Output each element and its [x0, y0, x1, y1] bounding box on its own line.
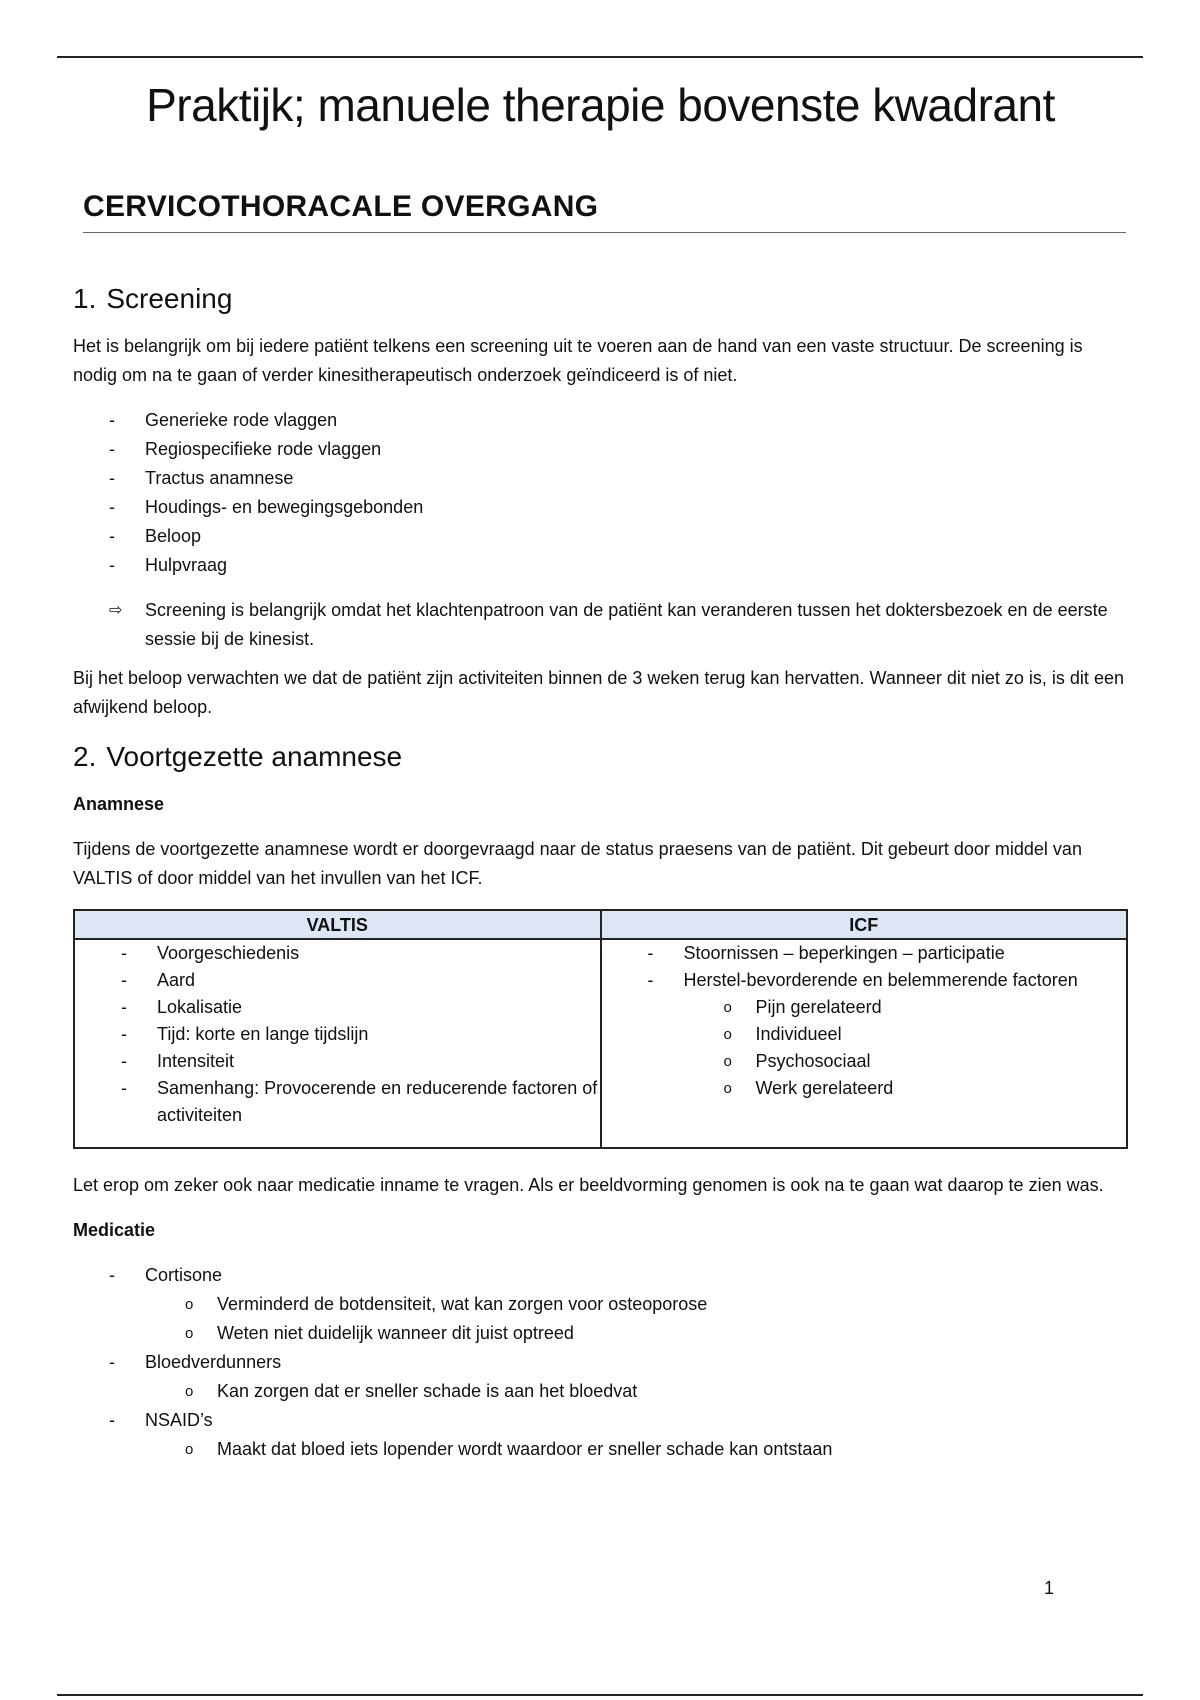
screening-heading: 1. Screening	[73, 283, 233, 314]
icf-cell	[601, 939, 1128, 1148]
medicatie-sublist	[73, 1290, 1128, 1348]
top-rule	[57, 56, 1143, 58]
valtis-icf-table	[73, 909, 1128, 1149]
list-item: - Beloop	[73, 522, 1128, 551]
beloop-note: Bij het beloop verwachten we dat de patiënt zijn activiteiten binnen de 3 weken terug kan hervatten. Wanneer dit niet zo is, is dit een afwijkend beloop.	[73, 668, 1124, 717]
list-item: - Hulpvraag	[73, 551, 1128, 580]
document-title: Praktijk; manuele therapie bovenste kwadrant	[146, 79, 1055, 131]
document-body	[73, 280, 1128, 1464]
medicatie-heading: Medicatie	[73, 1220, 156, 1240]
medication-note: Let erop om zeker ook naar medicatie inname te vragen. Als er beeldvorming genomen is ook na te gaan wat daarop te zien was.	[73, 1175, 1104, 1195]
list-item: - Cortisone	[73, 1261, 1128, 1290]
bottom-rule	[57, 1694, 1143, 1696]
list-item: - Tractus anamnese	[73, 464, 1128, 493]
screening-list	[73, 406, 1128, 580]
medicatie-sublist	[73, 1435, 1128, 1464]
right-arrow-icon: ⇨	[109, 602, 123, 619]
list-item: - Intensiteit	[75, 1048, 600, 1075]
screening-arrow-note: ⇨ Screening is belangrijk omdat het klachtenpatroon van de patiënt kan veranderen tussen het doktersbezoek en de eerste sessie bij de kinesist.	[73, 596, 1128, 654]
medicatie-group	[73, 1348, 1128, 1377]
anamnese-intro: Tijdens de voortgezette anamnese wordt er doorgevraagd naar de status praesens van de patiënt. Dit gebeurt door middel van VALTIS of door middel van het invullen van het ICF.	[73, 839, 1082, 888]
list-item: o Weten niet duidelijk wanneer dit juist optreed	[73, 1319, 1128, 1348]
medicatie-group	[73, 1261, 1128, 1290]
list-item: - Aard	[75, 967, 600, 994]
icf-sublist	[602, 994, 1127, 1102]
section-heading: CERVICOTHORACALE OVERGANG	[83, 190, 1126, 233]
list-item: - Generieke rode vlaggen	[73, 406, 1128, 435]
list-item: o Maakt dat bloed iets lopender wordt waardoor er sneller schade kan ontstaan	[73, 1435, 1128, 1464]
page-number: 1	[1043, 1578, 1054, 1598]
list-item: - Voorgeschiedenis	[75, 940, 600, 967]
list-item: - Bloedverdunners	[73, 1348, 1128, 1377]
medicatie-sublist	[73, 1377, 1128, 1406]
list-item: - Samenhang: Provocerende en reducerende factoren of activiteiten	[75, 1075, 600, 1129]
list-item: - Herstel-bevorderende en belemmerende factoren	[602, 967, 1127, 994]
anamnese-subheading: Anamnese	[73, 794, 165, 814]
list-item: o Individueel	[602, 1021, 1127, 1048]
table-header-valtis: VALTIS	[74, 910, 601, 939]
list-item: o Werk gerelateerd	[602, 1075, 1127, 1102]
list-item: o Psychosociaal	[602, 1048, 1127, 1075]
list-item: - Tijd: korte en lange tijdslijn	[75, 1021, 600, 1048]
list-item: - Houdings- en bewegingsgebonden	[73, 493, 1128, 522]
anamnese-heading: 2. Voortgezette anamnese	[73, 741, 403, 772]
list-item: o Pijn gerelateerd	[602, 994, 1127, 1021]
list-item: - NSAID’s	[73, 1406, 1128, 1435]
list-item: - Stoornissen – beperkingen – participatie	[602, 940, 1127, 967]
list-item: - Regiospecifieke rode vlaggen	[73, 435, 1128, 464]
valtis-list	[75, 940, 600, 1129]
valtis-cell	[74, 939, 601, 1148]
icf-list	[602, 940, 1127, 994]
list-item: o Kan zorgen dat er sneller schade is aan het bloedvat	[73, 1377, 1128, 1406]
medicatie-group	[73, 1406, 1128, 1435]
medicatie-list	[73, 1261, 1128, 1464]
table-header-icf: ICF	[601, 910, 1128, 939]
screening-intro: Het is belangrijk om bij iedere patiënt telkens een screening uit te voeren aan de hand van een vaste structuur. De screening is nodig om na te gaan of verder kinesitherapeutisch onderzoek geïndiceerd is of niet.	[73, 336, 1083, 385]
list-item: o Verminderd de botdensiteit, wat kan zorgen voor osteoporose	[73, 1290, 1128, 1319]
list-item: - Lokalisatie	[75, 994, 600, 1021]
